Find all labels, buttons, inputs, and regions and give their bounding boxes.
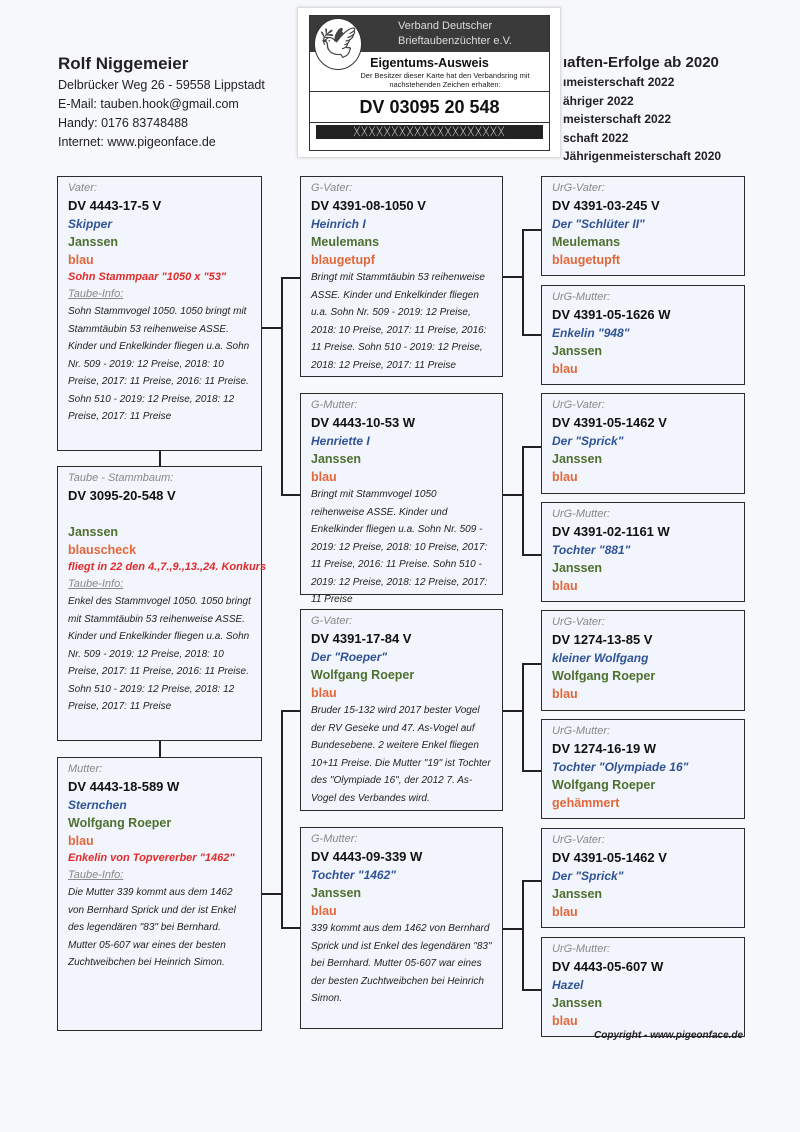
box-label: Vater: xyxy=(68,182,97,194)
achievements xyxy=(563,54,721,166)
info-text: Sohn Stammvogel 1050. 1050 bringt mit Stammtäubin 53 reihenweise ASSE. Kinder und Enkelkinder fliegen u.a. Sohn Nr. 509 - 2019: 12 Preise, 2018: 10 Preise, 2017: 11 Preise, 2016: 11 Preise. Sohn 510 - 2019: 12 Preise, 2018: 12 Preise, 2017: 11 Preise xyxy=(68,306,250,422)
pigeon-name: Hazel xyxy=(552,978,584,992)
owner-website: Internet: www.pigeonface.de xyxy=(58,135,216,149)
owner-header xyxy=(58,54,265,152)
plumage-color: blau xyxy=(552,579,578,593)
dam-box xyxy=(57,757,262,1031)
info-text: Enkel des Stammvogel 1050. 1050 bringt mit Stammtäubin 53 reihenweise ASSE. Kinder und Enkelkinder fliegen u.a. Sohn Nr. 509 - 2019: 12 Preise, 2018: 10 Preise, 2017: 11 Preise, 2016: 11 Preise. Sohn 510 - 2019: 12 Preise, 2018: 12 Preise, 2017: 11 Preise xyxy=(68,596,251,712)
plumage-color: blau xyxy=(552,1014,578,1028)
pigeon-name: Henriette I xyxy=(311,434,370,448)
plumage-color: blau xyxy=(311,686,337,700)
connector-line xyxy=(503,710,522,712)
info-text: 339 kommt aus dem 1462 von Bernhard Sprick und ist Enkel des legendären "83" bei Bernhard. Mutter 05-607 war eines der besten Zuchtweibchen bei Heinrich Simon. xyxy=(311,923,492,1004)
breeder: Janssen xyxy=(311,452,362,466)
box-label: G-Mutter: xyxy=(311,399,358,411)
connector-line xyxy=(281,277,283,495)
breeder: Janssen xyxy=(552,561,603,575)
achievement-item: ähriger 2022 xyxy=(563,93,634,108)
breeder: Wolfgang Roeper xyxy=(68,816,172,830)
granddam-box xyxy=(300,827,503,1029)
plumage-color: blau xyxy=(311,470,337,484)
plumage-color: blaugetupf xyxy=(311,253,375,267)
box-label: G-Vater: xyxy=(311,182,353,194)
plumage-color: blau xyxy=(68,253,94,267)
connector-line xyxy=(522,880,541,882)
box-label: UrG-Mutter: xyxy=(552,943,611,955)
ring-number: DV 4443-17-5 V xyxy=(68,198,162,213)
box-label: UrG-Vater: xyxy=(552,399,605,411)
box-label: UrG-Mutter: xyxy=(552,291,611,303)
sire-box xyxy=(57,176,262,451)
pigeon-name: Der "Roeper" xyxy=(311,650,388,664)
remark: Enkelin von Topvererber "1462" xyxy=(68,852,235,864)
pigeon-name xyxy=(68,505,251,523)
ring-number: DV 1274-13-85 V xyxy=(552,632,653,647)
ring-number: DV 1274-16-19 W xyxy=(552,741,657,756)
ring-number: DV 4443-09-339 W xyxy=(311,849,423,864)
ring-number: DV 4443-18-589 W xyxy=(68,779,180,794)
achievement-item: schaft 2022 xyxy=(563,130,629,145)
achievement-item: ımeisterschaft 2022 xyxy=(563,75,675,89)
connector-line xyxy=(281,277,300,279)
great-granddam-box xyxy=(541,502,745,602)
great-granddam-box xyxy=(541,285,745,385)
owner-phone: Handy: 0176 83748488 xyxy=(58,116,188,130)
great-grandsire-box xyxy=(541,828,745,928)
info-label: Taube-Info: xyxy=(68,578,124,590)
breeder: Janssen xyxy=(552,996,603,1010)
pigeon-name: Skipper xyxy=(68,217,113,231)
ring-number: DV 3095-20-548 V xyxy=(68,488,176,503)
owner-address: Delbrücker Weg 26 - 59558 Lippstadt xyxy=(58,78,265,92)
great-granddam-box xyxy=(541,937,745,1037)
copyright: Copyright - www.pigeonface.de xyxy=(594,1030,744,1041)
ring-number: DV 4443-10-53 W xyxy=(311,415,416,430)
breeder: Janssen xyxy=(68,525,119,539)
connector-line xyxy=(159,451,161,466)
connector-line xyxy=(522,446,524,554)
connector-line xyxy=(159,741,161,757)
info-text: Bringt mit Stammvogel 1050 reihenweise ASSE. Kinder und Enkelkinder fliegen u.a. Sohn Nr. 509 - 2019: 12 Preise, 2018: 10 Preise, 2017: 11 Preise, 2016: 11 Preise. Sohn 510 - 2019: 12 Preise, 2018: 12 Preise, 2017: 11 Preise xyxy=(311,489,488,605)
connector-line xyxy=(262,893,281,895)
great-grandsire-box xyxy=(541,610,745,711)
ring-number: DV 4391-08-1050 V xyxy=(311,198,426,213)
box-label: UrG-Vater: xyxy=(552,834,605,846)
connector-line xyxy=(522,334,541,336)
box-label: Taube - Stammbaum: xyxy=(68,472,174,484)
connector-line xyxy=(522,554,541,556)
connector-line xyxy=(522,446,541,448)
breeder: Wolfgang Roeper xyxy=(552,778,656,792)
card-title: Eigentums-Ausweis xyxy=(370,56,489,70)
ring-number: DV 4391-05-1462 V xyxy=(552,850,667,865)
pigeon-name: Tochter "1462" xyxy=(311,868,396,882)
remark: Sohn Stammpaar "1050 x "53" xyxy=(68,271,227,283)
pigeon-name: Tochter "881" xyxy=(552,543,631,557)
plumage-color: blau xyxy=(68,834,94,848)
ownership-card xyxy=(297,7,561,158)
breeder: Meulemans xyxy=(552,235,621,249)
pigeon-name: Heinrich I xyxy=(311,217,366,231)
box-label: UrG-Mutter: xyxy=(552,508,611,520)
plumage-color: blauscheck xyxy=(68,543,137,557)
plumage-color: blau xyxy=(311,904,337,918)
breeder: Janssen xyxy=(552,344,603,358)
breeder: Wolfgang Roeper xyxy=(552,669,656,683)
plumage-color: blau xyxy=(552,470,578,484)
owner-name: Rolf Niggemeier xyxy=(58,54,189,73)
breeder: Janssen xyxy=(311,886,362,900)
connector-line xyxy=(522,989,541,991)
connector-line xyxy=(281,494,300,496)
achievements-title: ıaften-Erfolge ab 2020 xyxy=(563,54,719,71)
card-org-line: Brieftaubenzüchter e.V. xyxy=(398,35,512,47)
connector-line xyxy=(522,663,541,665)
box-label: UrG-Vater: xyxy=(552,182,605,194)
achievement-item: Jährigenmeisterschaft 2020 xyxy=(563,149,722,163)
connector-line xyxy=(522,229,541,231)
connector-line xyxy=(503,928,522,930)
breeder: Janssen xyxy=(68,235,119,249)
plumage-color: blaugetupft xyxy=(552,253,621,267)
plumage-color: blau xyxy=(552,362,578,376)
card-ring-number: DV 03095 20 548 xyxy=(310,91,549,123)
pigeon-name: Tochter "Olympiade 16" xyxy=(552,760,689,774)
box-label: G-Mutter: xyxy=(311,833,358,845)
grandsire-box xyxy=(300,609,503,811)
box-label: Mutter: xyxy=(68,763,103,775)
ring-number: DV 4443-05-607 W xyxy=(552,959,664,974)
pigeon-name: Der "Sprick" xyxy=(552,434,624,448)
connector-line xyxy=(281,710,283,928)
connector-line xyxy=(281,710,300,712)
great-granddam-box xyxy=(541,719,745,819)
ring-number: DV 4391-17-84 V xyxy=(311,631,412,646)
info-text: Bringt mit Stammtäubin 53 reihenweise ASSE. Kinder und Enkelkinder fliegen u.a. Sohn Nr. 509 - 2019: 12 Preise, 2018: 10 Preise, 2017: 11 Preise, 2016: 11 Preise. Sohn 510 - 2019: 12 Preise, 2018: 12 Preise, 2017: 11 Preise xyxy=(311,272,487,371)
connector-line xyxy=(522,229,524,334)
owner-email: E-Mail: tauben.hook@gmail.com xyxy=(58,97,239,111)
breeder: Wolfgang Roeper xyxy=(311,668,415,682)
connector-line xyxy=(522,880,524,989)
pigeon-name: Der "Sprick" xyxy=(552,869,624,883)
ring-number: DV 4391-05-1462 V xyxy=(552,415,667,430)
connector-line xyxy=(503,494,522,496)
pigeon-name: Sternchen xyxy=(68,798,127,812)
pigeon-box xyxy=(57,466,267,741)
breeder: Meulemans xyxy=(311,235,380,249)
connector-line xyxy=(522,663,524,770)
ring-number: DV 4391-02-1161 W xyxy=(552,524,670,539)
plumage-color: gehämmert xyxy=(552,796,620,810)
achievement-item: meisterschaft 2022 xyxy=(563,112,672,126)
info-label: Taube-Info: xyxy=(68,869,124,881)
info-text: Die Mutter 339 kommt aus dem 1462 von Bernhard Sprick und der ist Enkel des legendären "83" bei Bernhard. Mutter 05-607 war eines der besten Zuchtweibchen bei Heinrich Simon. xyxy=(68,887,236,968)
ring-number: DV 4391-05-1626 W xyxy=(552,307,671,322)
connector-line xyxy=(281,927,300,929)
ring-number: DV 4391-03-245 V xyxy=(552,198,660,213)
plumage-color: blau xyxy=(552,905,578,919)
box-label: G-Vater: xyxy=(311,615,353,627)
pigeon-logo-icon: 🕊 xyxy=(314,18,362,70)
connector-line xyxy=(503,276,522,278)
pigeon-name: kleiner Wolfgang xyxy=(552,651,649,665)
great-grandsire-box xyxy=(541,176,745,276)
box-label: UrG-Mutter: xyxy=(552,725,611,737)
grandsire-box xyxy=(300,176,503,377)
pigeon-name: Enkelin "948" xyxy=(552,326,630,340)
box-label: UrG-Vater: xyxy=(552,616,605,628)
card-org-line: Verband Deutscher xyxy=(398,20,493,32)
info-label: Taube-Info: xyxy=(68,288,124,300)
info-text: Bruder 15-132 wird 2017 bester Vogel der RV Geseke und 47. As-Vogel auf Bundesebene. 2 weitere Enkel fliegen 10+11 Preise. Die Mutter "19" ist Tochter des "Olympiade 16", der 2012 7. As-Vogel des Verbandes wird. xyxy=(311,705,491,804)
remark: fliegt in 22 den 4.,7.,9.,13.,24. Konkurs xyxy=(68,561,267,573)
breeder: Janssen xyxy=(552,452,603,466)
card-org xyxy=(398,19,512,49)
plumage-color: blau xyxy=(552,687,578,701)
great-grandsire-box xyxy=(541,393,745,494)
pigeon-name: Der "Schlüter II" xyxy=(552,217,645,231)
breeder: Janssen xyxy=(552,887,603,901)
card-pattern: ᚷᚷᚷᚷᚷᚷᚷᚷᚷᚷᚷᚷᚷᚷᚷᚷᚷᚷᚷᚷ xyxy=(316,125,543,139)
granddam-box xyxy=(300,393,503,605)
connector-line xyxy=(522,770,541,772)
connector-line xyxy=(262,327,281,329)
card-text: Der Besitzer dieser Karte hat den Verbandsring mit nachstehenden Zeichen erhalten: xyxy=(360,71,530,89)
